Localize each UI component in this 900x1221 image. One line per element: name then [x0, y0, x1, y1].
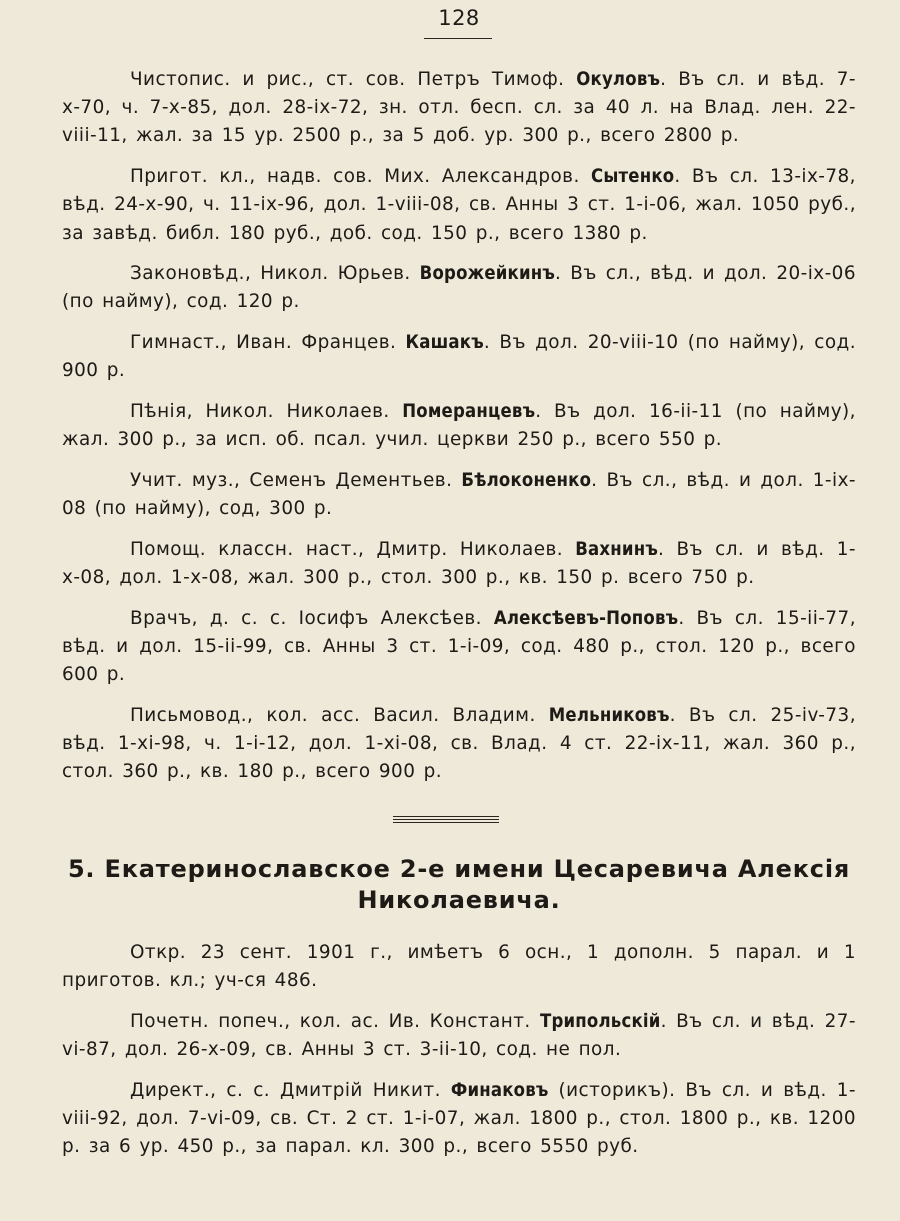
- staff-entry: [62, 329, 856, 385]
- surname: Финаковъ: [450, 1079, 549, 1101]
- staff-entry: [62, 398, 856, 454]
- entry-text: . Въ дол. 16-ii-11 (по найму), жал. 300 р., за исп. об. псал. учил. церкви 250 р., всего 550 р.: [62, 401, 856, 451]
- surname: Мельниковъ: [548, 704, 670, 726]
- entry-text: . Въ сл., вѣд. и дол. 20-ix-06 (по найму), сод. 120 р.: [62, 263, 856, 313]
- staff-entry: [62, 66, 856, 151]
- entry-text: Учит. муз., Семенъ Дементьев.: [130, 469, 462, 491]
- surname: Трипольскій: [539, 1010, 661, 1032]
- entry-text: Законовѣд., Никол. Юрьев.: [130, 263, 420, 285]
- entry-text: . Въ сл. 15-ii-77, вѣд. и дол. 15-ii-99, св. Анны 3 ст. 1-i-09, сод. 480 р., стол. 120 р., всего 600 р.: [62, 607, 856, 686]
- entry-text: Врачъ, д. с. с. Іосифъ Алексѣев.: [130, 607, 494, 629]
- section-intro: Откр. 23 сент. 1901 г., имѣетъ 6 осн., 1 дополн. 5 парал. и 1 приготов. кл.; уч-ся 486.: [62, 942, 856, 992]
- section-body: [62, 939, 856, 1174]
- page-number-rule: [424, 38, 492, 39]
- section-heading-line: Николаевича.: [357, 886, 561, 914]
- surname: Бѣлоконенко: [461, 469, 592, 491]
- entry-text: . Въ сл. и вѣд. 27-vi-87, дол. 26-х-09, св. Анны 3 ст. 3-ii-10, сод. не пол.: [62, 1010, 856, 1061]
- entry-text: . Въ сл., вѣд. и дол. 1-ix-08 (по найму), сод, 300 р.: [62, 469, 856, 520]
- page-number: 128: [438, 6, 480, 30]
- section-heading: [62, 854, 856, 916]
- divider-line: [393, 816, 499, 817]
- entry-text: Письмовод., кол. асс. Васил. Владим.: [130, 704, 549, 726]
- staff-entry: [62, 1008, 856, 1064]
- surname: Алексѣевъ-Поповъ: [493, 607, 679, 629]
- entry-text: . Въ дол. 20-viii-10 (по найму), сод. 900 р.: [62, 332, 856, 382]
- entry-text: Чистопис. и рис., ст. сов. Петръ Тимоф.: [130, 69, 577, 90]
- surname: Окуловъ: [576, 69, 661, 90]
- entry-text: . Въ сл. и вѣд. 1-х-08, дол. 1-х-08, жал. 300 р., стол. 300 р., кв. 150 р. всего 750 р.: [62, 538, 856, 589]
- entry-text: Пригот. кл., надв. сов. Мих. Александров.: [130, 166, 592, 188]
- entry-text: (историкъ). Въ сл. и вѣд. 1-viii-92, дол. 7-vi-09, св. Ст. 2 ст. 1-i-07, жал. 1800 р., стол. 1800 р., кв. 1200 р. за 6 ур. 450 р., за парал. кл. 300 р., всего 5550 руб.: [62, 1079, 856, 1158]
- divider-line: [393, 822, 499, 823]
- staff-entry: [62, 536, 856, 592]
- surname: Сытенко: [591, 166, 675, 188]
- entry-text: . Въ сл. 25-iv-73, вѣд. 1-xi-98, ч. 1-i-12, дол. 1-xi-08, св. Влад. 4 ст. 22-ix-11, жал. 360 р., стол. 360 р., кв. 180 р., всего 900 р.: [62, 704, 856, 783]
- staff-entry: [62, 605, 856, 690]
- entry-text: Почетн. попеч., кол. ас. Ив. Констант.: [130, 1010, 540, 1032]
- section-divider: [393, 816, 499, 825]
- entry-text: Помощ. классн. наст., Дмитр. Николаев.: [130, 538, 576, 560]
- section-heading-line: 5. Екатеринославское 2-е имени Цесаревича Алексія: [67, 855, 851, 883]
- staff-entry: [62, 163, 856, 248]
- entry-text: Директ., с. с. Дмитрій Никит.: [130, 1079, 451, 1101]
- staff-entry: [62, 1077, 856, 1162]
- entry-text: Пѣнія, Никол. Николаев.: [130, 401, 403, 423]
- staff-entry: [62, 702, 856, 787]
- surname: Померанцевъ: [402, 401, 536, 423]
- surname: Ворожейкинъ: [419, 263, 556, 285]
- surname: Кашакъ: [405, 332, 484, 354]
- entry-text: Гимнаст., Иван. Францев.: [130, 332, 406, 354]
- staff-entry: [62, 467, 856, 523]
- surname: Вахнинъ: [575, 538, 658, 560]
- entry-text: . Въ сл. 13-ix-78, вѣд. 24-х-90, ч. 11-ix-96, дол. 1-viii-08, св. Анны 3 ст. 1-i-06, жал. 1050 руб., за завѣд. библ. 180 руб., доб. сод. 150 р., всего 1380 р.: [62, 166, 856, 244]
- staff-list: [62, 66, 856, 799]
- staff-entry: [62, 260, 856, 316]
- entry-text: . Въ сл. и вѣд. 7-х-70, ч. 7-х-85, дол. 28-ix-72, зн. отл. бесп. сл. за 40 л. на Влад. лен. 22-viii-11, жал. за 15 ур. 2500 р., за 5 доб. ур. 300 р., всего 2800 р.: [62, 69, 857, 147]
- divider-line: [393, 819, 499, 820]
